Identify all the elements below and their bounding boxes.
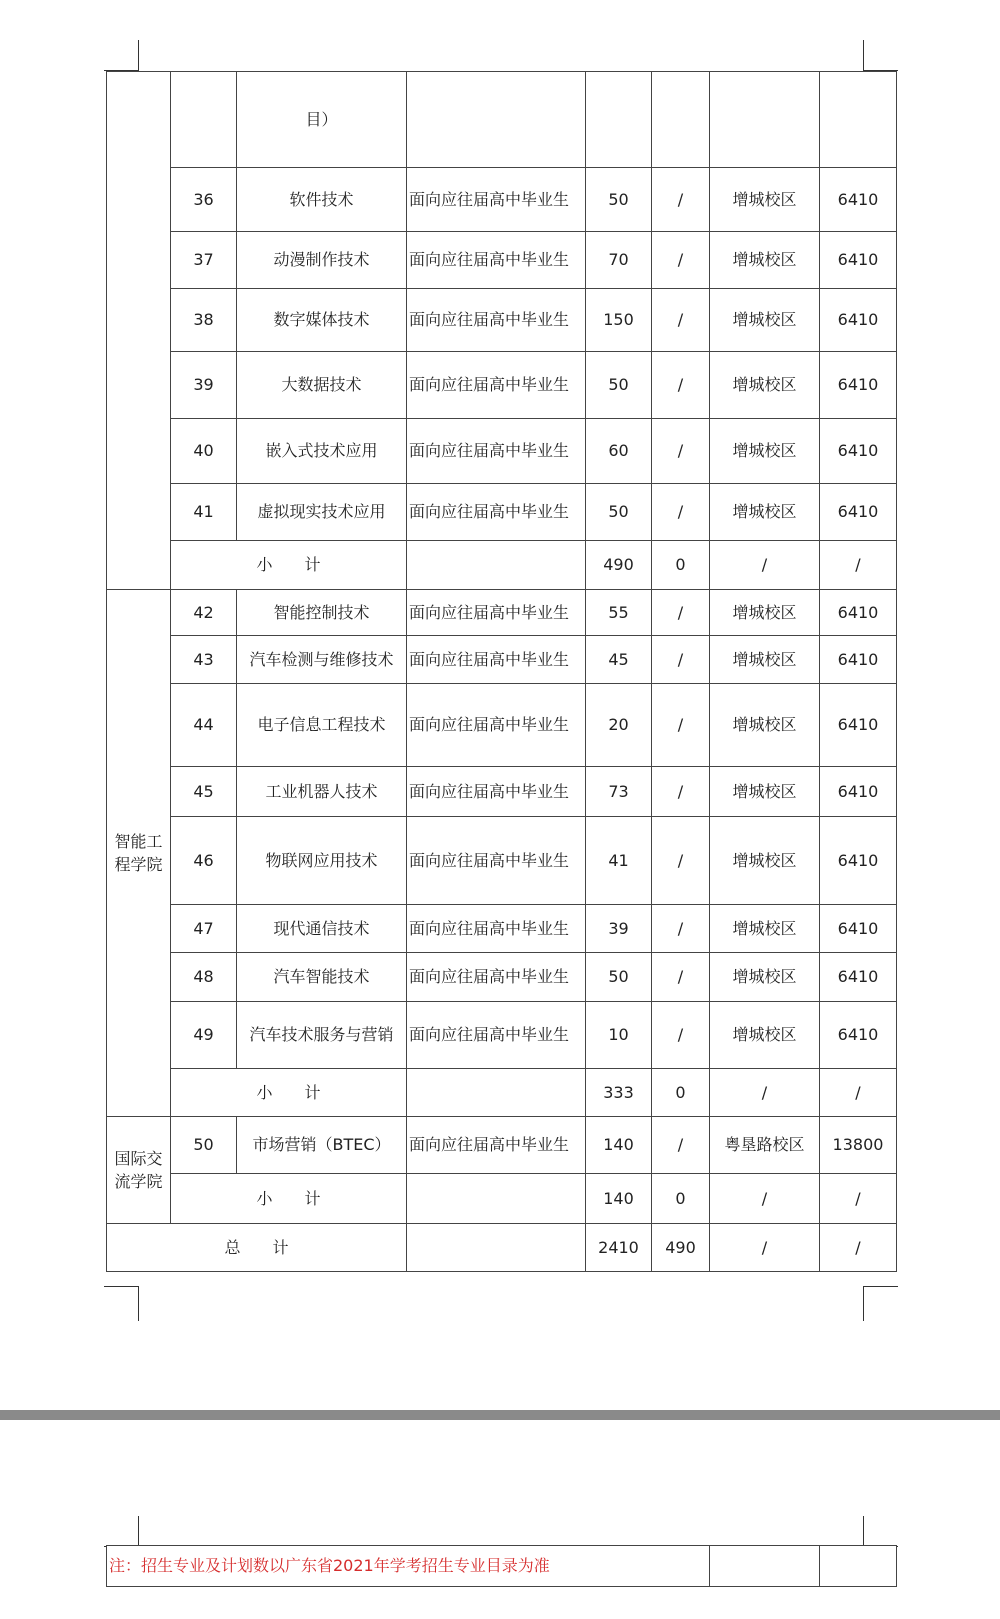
table-row-plan: 70 bbox=[585, 231, 652, 289]
total-label: 总 计 bbox=[106, 1223, 407, 1272]
table-row-no: 45 bbox=[170, 766, 237, 817]
table-cell bbox=[585, 71, 652, 168]
subtotal-fee: / bbox=[819, 1173, 897, 1224]
table-row-campus: 增城校区 bbox=[709, 167, 820, 232]
table-row-major: 汽车技术服务与营销 bbox=[236, 1001, 407, 1069]
subtotal-plan: 333 bbox=[585, 1068, 652, 1117]
subtotal-other: 0 bbox=[651, 540, 710, 590]
table-row-fee: 6410 bbox=[819, 904, 897, 953]
table-row-no: 43 bbox=[170, 635, 237, 684]
total-fee: / bbox=[819, 1223, 897, 1272]
table-row-major: 虚拟现实技术应用 bbox=[236, 483, 407, 541]
subtotal-other: 0 bbox=[651, 1173, 710, 1224]
table-row-major: 嵌入式技术应用 bbox=[236, 418, 407, 484]
subtotal-label: 小 计 bbox=[170, 540, 407, 590]
table-row-no: 48 bbox=[170, 952, 237, 1002]
table-row-target: 面向应往届高中毕业生 bbox=[406, 635, 586, 684]
table-row-major: 工业机器人技术 bbox=[236, 766, 407, 817]
header-fragment bbox=[236, 71, 407, 168]
table-row-other: / bbox=[651, 167, 710, 232]
table-row-campus: 增城校区 bbox=[709, 816, 820, 905]
table-row-no: 44 bbox=[170, 683, 237, 767]
table-row-campus: 增城校区 bbox=[709, 635, 820, 684]
table-cell bbox=[406, 1173, 586, 1224]
table-row-campus: 增城校区 bbox=[709, 904, 820, 953]
table-row-campus: 增城校区 bbox=[709, 766, 820, 817]
table-row-major: 电子信息工程技术 bbox=[236, 683, 407, 767]
table-row-other: / bbox=[651, 351, 710, 419]
table-row-other: / bbox=[651, 683, 710, 767]
table-row-plan: 20 bbox=[585, 683, 652, 767]
table-row-plan: 45 bbox=[585, 635, 652, 684]
table-row-major: 大数据技术 bbox=[236, 351, 407, 419]
crop-mark-top-right bbox=[863, 1516, 898, 1547]
crop-mark-top-left bbox=[104, 1516, 139, 1547]
table-row-other: / bbox=[651, 418, 710, 484]
subtotal-campus: / bbox=[709, 540, 820, 590]
table-row-major: 市场营销（BTEC） bbox=[236, 1116, 407, 1174]
table-row-campus: 增城校区 bbox=[709, 952, 820, 1002]
note-text: 注：招生专业及计划数以广东省2021年学考招生专业目录为准 bbox=[106, 1545, 710, 1587]
table-row-campus: 增城校区 bbox=[709, 288, 820, 352]
table-row-other: / bbox=[651, 816, 710, 905]
table-cell bbox=[406, 1068, 586, 1117]
table-row-major: 动漫制作技术 bbox=[236, 231, 407, 289]
table-row-plan: 50 bbox=[585, 351, 652, 419]
table-row-campus: 增城校区 bbox=[709, 351, 820, 419]
table-row-fee: 6410 bbox=[819, 1001, 897, 1069]
header-fragment-text: 目） bbox=[305, 109, 338, 129]
table-row-major: 数字媒体技术 bbox=[236, 288, 407, 352]
table-row-campus: 增城校区 bbox=[709, 483, 820, 541]
table-row-fee: 6410 bbox=[819, 167, 897, 232]
table-row-fee: 6410 bbox=[819, 952, 897, 1002]
table-row-target: 面向应往届高中毕业生 bbox=[406, 418, 586, 484]
table-row-fee: 6410 bbox=[819, 418, 897, 484]
table-cell bbox=[819, 71, 897, 168]
college-cell-smart-engineering: 智能工程学院 bbox=[106, 589, 171, 1117]
table-row-no: 38 bbox=[170, 288, 237, 352]
table-row-target: 面向应往届高中毕业生 bbox=[406, 683, 586, 767]
table-row-no: 50 bbox=[170, 1116, 237, 1174]
total-campus: / bbox=[709, 1223, 820, 1272]
subtotal-plan: 140 bbox=[585, 1173, 652, 1224]
table-cell bbox=[709, 71, 820, 168]
table-row-target: 面向应往届高中毕业生 bbox=[406, 288, 586, 352]
subtotal-label: 小 计 bbox=[170, 1173, 407, 1224]
subtotal-fee: / bbox=[819, 540, 897, 590]
table-row-campus: 增城校区 bbox=[709, 589, 820, 636]
table-row-other: / bbox=[651, 766, 710, 817]
table-row-fee: 6410 bbox=[819, 351, 897, 419]
table-row-target: 面向应往届高中毕业生 bbox=[406, 766, 586, 817]
table-cell bbox=[651, 71, 710, 168]
table-row-fee: 6410 bbox=[819, 231, 897, 289]
crop-mark-top-left bbox=[104, 40, 139, 71]
total-plan: 2410 bbox=[585, 1223, 652, 1272]
table-row-plan: 50 bbox=[585, 167, 652, 232]
table-row-plan: 41 bbox=[585, 816, 652, 905]
table-row-no: 47 bbox=[170, 904, 237, 953]
table-row-target: 面向应往届高中毕业生 bbox=[406, 1116, 586, 1174]
table-row-other: / bbox=[651, 1001, 710, 1069]
total-other: 490 bbox=[651, 1223, 710, 1272]
table-row-target: 面向应往届高中毕业生 bbox=[406, 483, 586, 541]
subtotal-label: 小 计 bbox=[170, 1068, 407, 1117]
crop-mark-top-right bbox=[863, 40, 898, 71]
table-row-plan: 10 bbox=[585, 1001, 652, 1069]
college-cell-international: 国际交流学院 bbox=[106, 1116, 171, 1224]
table-row-target: 面向应往届高中毕业生 bbox=[406, 589, 586, 636]
table-row-no: 49 bbox=[170, 1001, 237, 1069]
table-row-other: / bbox=[651, 589, 710, 636]
table-row-campus: 粤垦路校区 bbox=[709, 1116, 820, 1174]
table-row-no: 36 bbox=[170, 167, 237, 232]
table-cell bbox=[406, 540, 586, 590]
table-row-plan: 55 bbox=[585, 589, 652, 636]
table-row-no: 37 bbox=[170, 231, 237, 289]
table-row-campus: 增城校区 bbox=[709, 683, 820, 767]
table-row-campus: 增城校区 bbox=[709, 1001, 820, 1069]
table-row-major: 汽车智能技术 bbox=[236, 952, 407, 1002]
subtotal-fee: / bbox=[819, 1068, 897, 1117]
table-row-no: 40 bbox=[170, 418, 237, 484]
table-row-other: / bbox=[651, 635, 710, 684]
table-row-target: 面向应往届高中毕业生 bbox=[406, 952, 586, 1002]
table-row-fee: 13800 bbox=[819, 1116, 897, 1174]
table-row-other: / bbox=[651, 483, 710, 541]
table-row-major: 软件技术 bbox=[236, 167, 407, 232]
subtotal-campus: / bbox=[709, 1068, 820, 1117]
table-row-fee: 6410 bbox=[819, 589, 897, 636]
table-cell bbox=[170, 71, 237, 168]
table-row-target: 面向应往届高中毕业生 bbox=[406, 816, 586, 905]
table-row-no: 41 bbox=[170, 483, 237, 541]
table-cell bbox=[709, 1545, 820, 1587]
table-row-target: 面向应往届高中毕业生 bbox=[406, 351, 586, 419]
table-row-fee: 6410 bbox=[819, 483, 897, 541]
table-row-target: 面向应往届高中毕业生 bbox=[406, 231, 586, 289]
table-row-fee: 6410 bbox=[819, 288, 897, 352]
subtotal-campus: / bbox=[709, 1173, 820, 1224]
table-row-fee: 6410 bbox=[819, 683, 897, 767]
subtotal-plan: 490 bbox=[585, 540, 652, 590]
table-cell bbox=[406, 71, 586, 168]
subtotal-other: 0 bbox=[651, 1068, 710, 1117]
table-row-plan: 50 bbox=[585, 483, 652, 541]
table-row-other: / bbox=[651, 231, 710, 289]
table-row-major: 智能控制技术 bbox=[236, 589, 407, 636]
table-row-plan: 140 bbox=[585, 1116, 652, 1174]
table-row-no: 42 bbox=[170, 589, 237, 636]
table-row-major: 物联网应用技术 bbox=[236, 816, 407, 905]
table-cell bbox=[406, 1223, 586, 1272]
college-cell-prev bbox=[106, 71, 171, 590]
table-row-campus: 增城校区 bbox=[709, 231, 820, 289]
crop-mark-bottom-left bbox=[104, 1286, 139, 1321]
table-row-campus: 增城校区 bbox=[709, 418, 820, 484]
table-row-fee: 6410 bbox=[819, 816, 897, 905]
table-row-target: 面向应往届高中毕业生 bbox=[406, 904, 586, 953]
table-row-major: 现代通信技术 bbox=[236, 904, 407, 953]
table-cell bbox=[819, 1545, 897, 1587]
table-row-plan: 39 bbox=[585, 904, 652, 953]
table-row-plan: 50 bbox=[585, 952, 652, 1002]
table-row-other: / bbox=[651, 904, 710, 953]
crop-mark-bottom-right bbox=[863, 1286, 898, 1321]
table-row-target: 面向应往届高中毕业生 bbox=[406, 167, 586, 232]
table-row-target: 面向应往届高中毕业生 bbox=[406, 1001, 586, 1069]
table-row-other: / bbox=[651, 1116, 710, 1174]
table-row-other: / bbox=[651, 288, 710, 352]
table-row-fee: 6410 bbox=[819, 635, 897, 684]
table-row-major: 汽车检测与维修技术 bbox=[236, 635, 407, 684]
table-row-no: 46 bbox=[170, 816, 237, 905]
table-row-plan: 150 bbox=[585, 288, 652, 352]
table-row-fee: 6410 bbox=[819, 766, 897, 817]
page-separator bbox=[0, 1410, 1000, 1420]
table-row-no: 39 bbox=[170, 351, 237, 419]
table-row-other: / bbox=[651, 952, 710, 1002]
table-row-plan: 73 bbox=[585, 766, 652, 817]
table-row-plan: 60 bbox=[585, 418, 652, 484]
